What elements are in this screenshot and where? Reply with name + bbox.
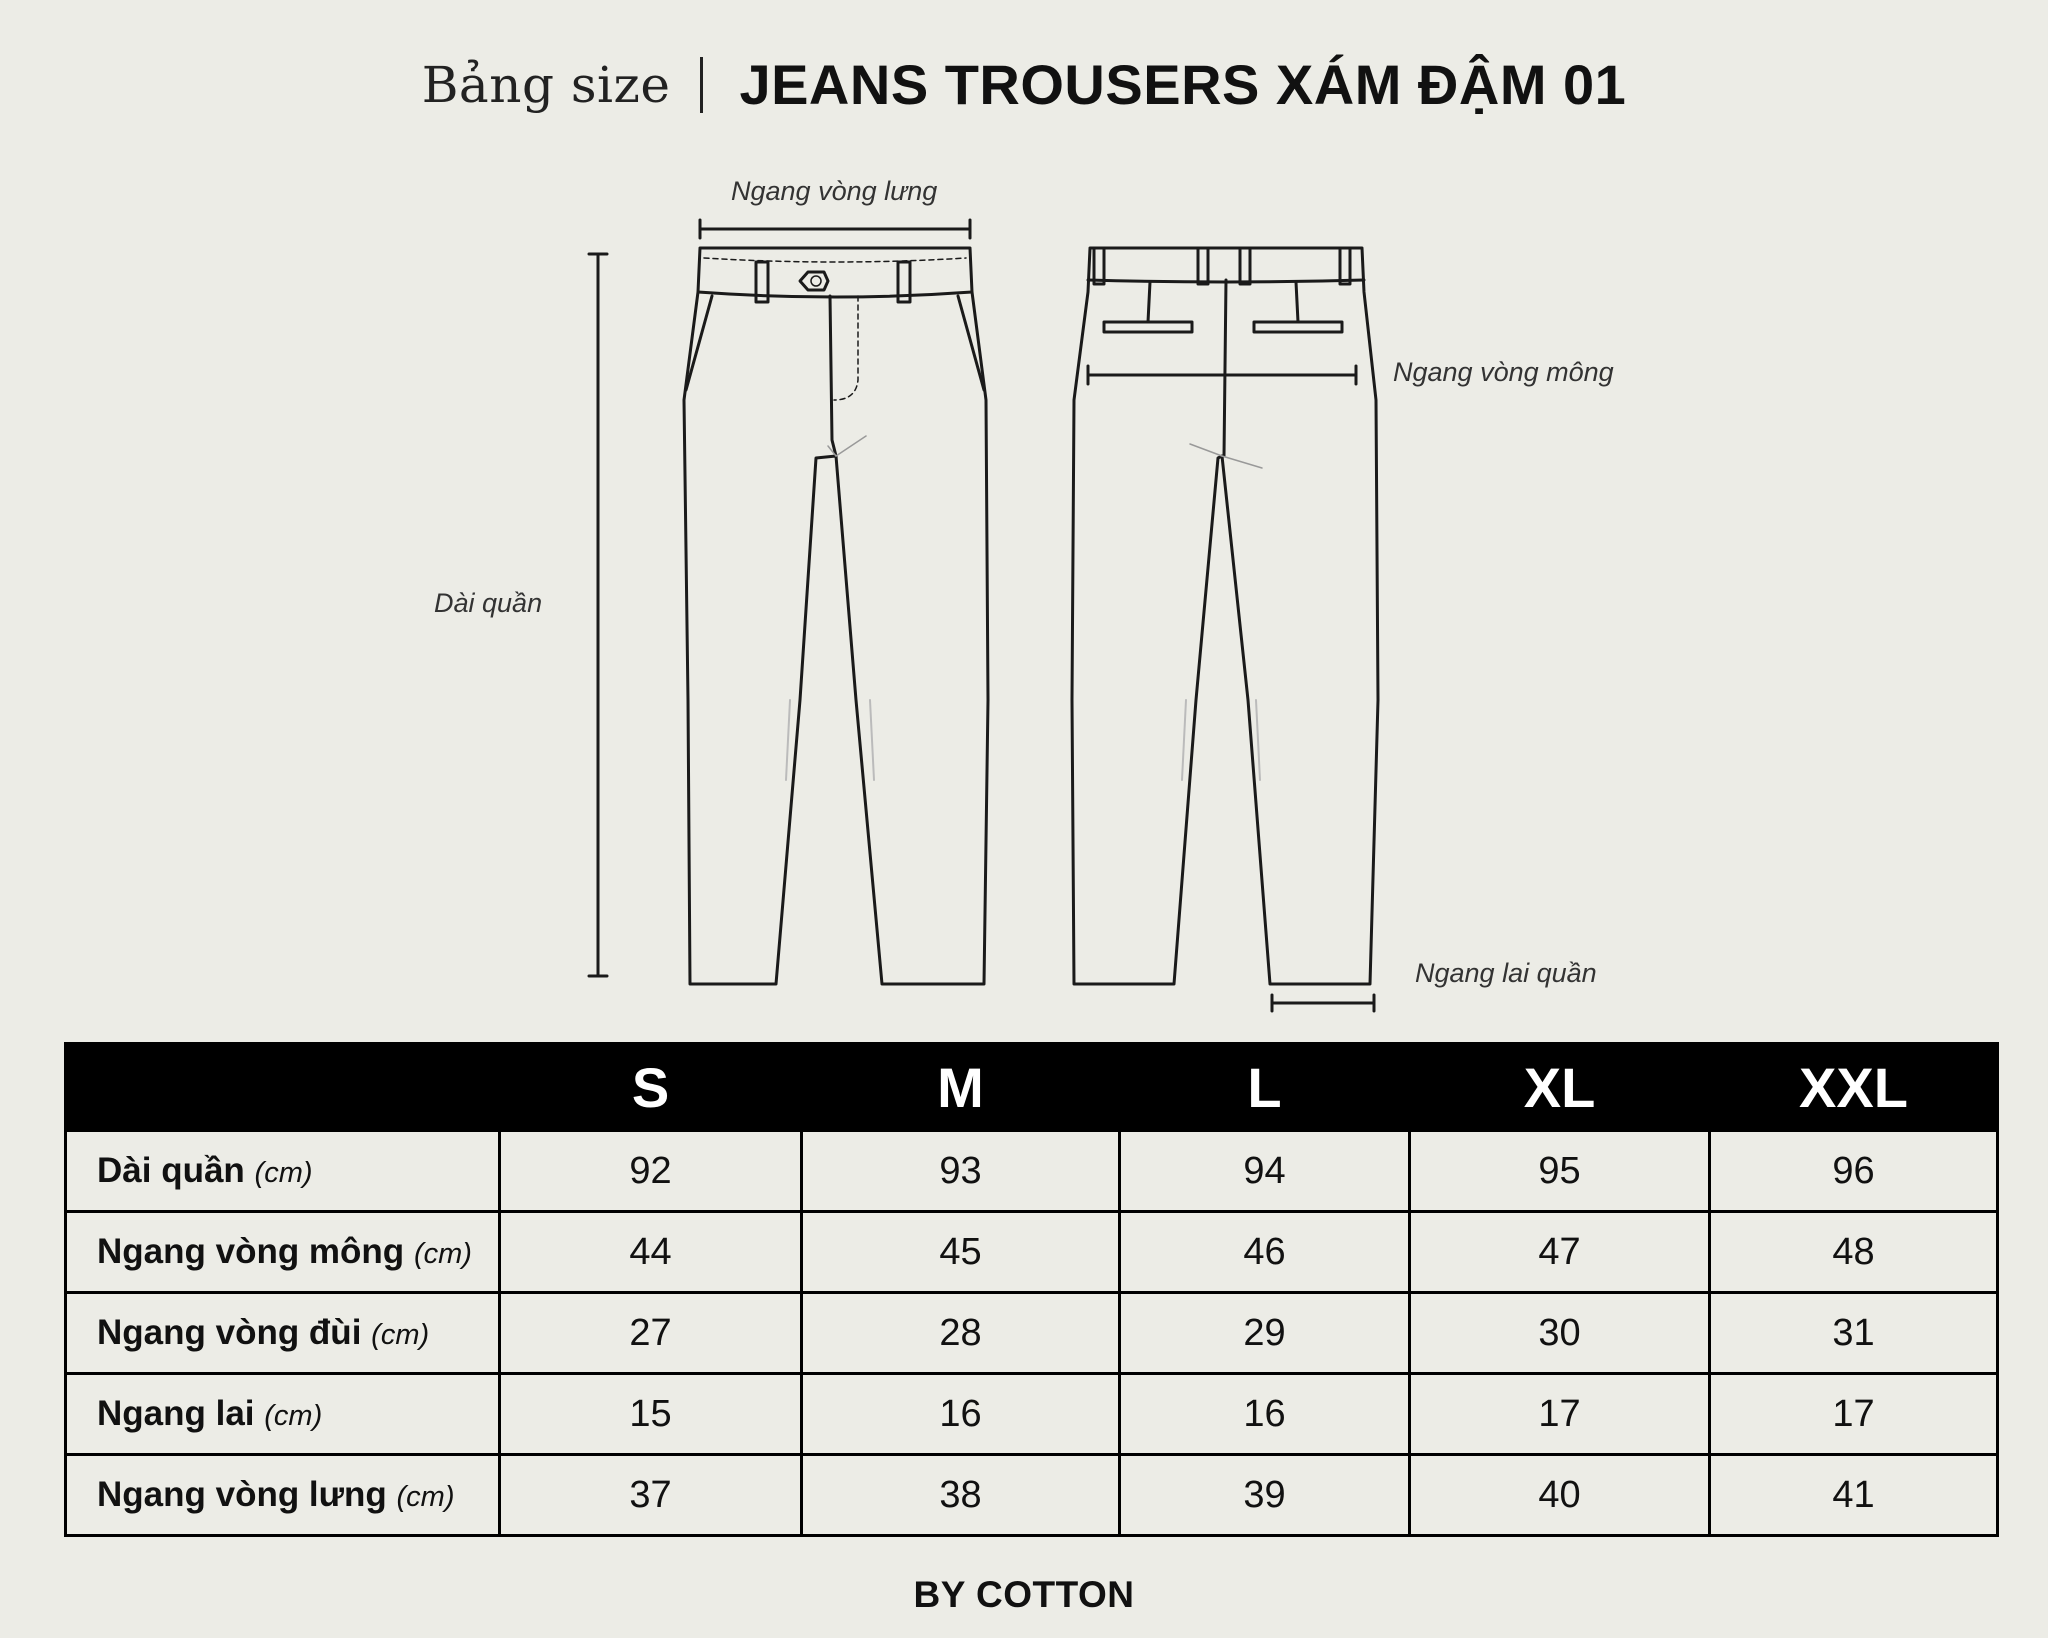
- row-label-text: Dài quần: [97, 1151, 245, 1190]
- table-cell: 15: [500, 1374, 802, 1455]
- table-cell: 38: [802, 1455, 1120, 1536]
- table-cell: 46: [1120, 1212, 1410, 1293]
- row-label: [66, 1131, 500, 1212]
- row-label: [66, 1293, 500, 1374]
- front-view-trousers: [684, 248, 988, 984]
- table-cell: 39: [1120, 1455, 1410, 1536]
- size-header-row: [66, 1044, 1998, 1131]
- table-cell: 30: [1410, 1293, 1710, 1374]
- product-title: JEANS TROUSERS XÁM ĐẬM 01: [739, 53, 1627, 116]
- table-cell: 44: [500, 1212, 802, 1293]
- table-cell: 17: [1710, 1374, 1998, 1455]
- row-unit: (cm): [371, 1319, 430, 1351]
- waist-measure-line: [700, 220, 970, 238]
- table-cell: 27: [500, 1293, 802, 1374]
- size-header-m: M: [802, 1044, 1120, 1131]
- row-label: [66, 1374, 500, 1455]
- table-cell: 16: [1120, 1374, 1410, 1455]
- hip-measure-line: [1088, 366, 1356, 384]
- size-header-s: S: [500, 1044, 802, 1131]
- row-label-text: Ngang vòng đùi: [97, 1313, 362, 1352]
- table-row: [66, 1293, 1998, 1374]
- row-label-text: Ngang vòng lưng: [97, 1475, 387, 1514]
- table-cell: 48: [1710, 1212, 1998, 1293]
- length-label: Dài quần: [434, 588, 543, 618]
- size-header-xxl: XXL: [1710, 1044, 1998, 1131]
- header-empty-cell: [66, 1044, 500, 1131]
- table-row: [66, 1131, 1998, 1212]
- table-cell: 92: [500, 1131, 802, 1212]
- table-cell: 16: [802, 1374, 1120, 1455]
- length-measure-line: [589, 254, 607, 976]
- table-row: [66, 1374, 1998, 1455]
- row-unit: (cm): [396, 1481, 455, 1513]
- size-header-l: L: [1120, 1044, 1410, 1131]
- row-label: [66, 1212, 500, 1293]
- back-view-trousers: [1072, 248, 1378, 984]
- row-unit: (cm): [413, 1238, 472, 1270]
- table-cell: 47: [1410, 1212, 1710, 1293]
- brand-footer: BY COTTON: [913, 1574, 1135, 1615]
- table-cell: 29: [1120, 1293, 1410, 1374]
- table-cell: 41: [1710, 1455, 1998, 1536]
- waist-label: Ngang vòng lưng: [731, 176, 938, 206]
- table-cell: 37: [500, 1455, 802, 1536]
- size-chart-label: Bảng size: [421, 55, 671, 114]
- size-table: [64, 1042, 1999, 1537]
- row-label: [66, 1455, 500, 1536]
- row-unit: (cm): [264, 1400, 323, 1432]
- table-cell: 28: [802, 1293, 1120, 1374]
- hem-measure-line: [1272, 995, 1374, 1011]
- size-header-xl: XL: [1410, 1044, 1710, 1131]
- table-cell: 17: [1410, 1374, 1710, 1455]
- row-unit: (cm): [254, 1157, 313, 1189]
- table-cell: 31: [1710, 1293, 1998, 1374]
- table-row: [66, 1455, 1998, 1536]
- table-cell: 40: [1410, 1455, 1710, 1536]
- table-cell: 45: [802, 1212, 1120, 1293]
- table-cell: 95: [1410, 1131, 1710, 1212]
- table-row: [66, 1212, 1998, 1293]
- table-cell: 96: [1710, 1131, 1998, 1212]
- hip-label: Ngang vòng mông: [1393, 357, 1614, 387]
- row-label-text: Ngang lai: [97, 1394, 255, 1433]
- row-label-text: Ngang vòng mông: [97, 1232, 405, 1271]
- hem-label: Ngang lai quần: [1415, 958, 1597, 988]
- table-cell: 94: [1120, 1131, 1410, 1212]
- table-cell: 93: [802, 1131, 1120, 1212]
